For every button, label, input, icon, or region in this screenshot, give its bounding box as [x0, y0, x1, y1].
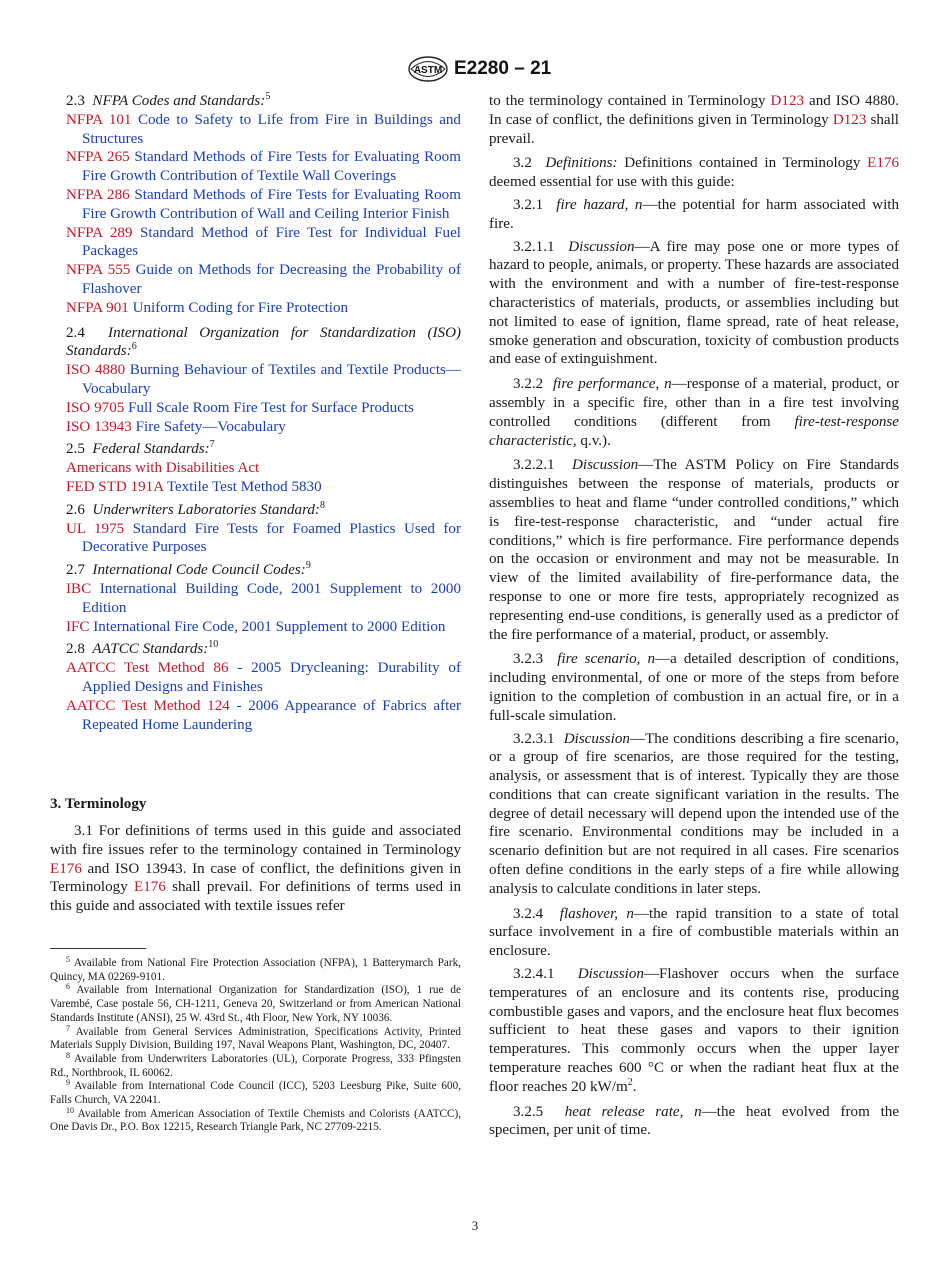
ref-item[interactable]: IBC International Building Code, 2001 Supplement to 2000 Edition: [66, 580, 461, 616]
discussion-3-2-1-1: 3.2.1.1 Discussion—A fire may pose one or more types of hazard to people, animals, or property. These hazards are associated with the environment and with a number of fire-test-response characteristics of materials, products, or assemblies including but not limited to ease of ignition, flame spread, rate of heat release, smoke generation and obscuration, toxicity of combustion products and ease of extinguishment.: [489, 238, 899, 368]
section-3-heading: 3. Terminology: [50, 796, 147, 812]
discussion-3-2-2-1: 3.2.2.1 Discussion—The ASTM Policy on Fire Standards distinguishes between the response of materials, products or assemblies to heat and flame “under controlled conditions,” which is fire-test-response characteristic, and “under actual fire conditions,” which is fire performance. Fire performance depends on the occasion or environment and may not be measurable. In view of the limited availability of fire-performance data, the response to one or more fire tests, appropriately recognized as representing end-use conditions, is generally used as a predictor of the fire performance of a material, product, or assembly.: [489, 457, 900, 643]
definition-flashover: 3.2.4 flashover, n—the rapid transition to a state of total surface involvement in a fire of combustible materials within an enclosure.: [489, 905, 900, 960]
discussion-3-2-3-1: 3.2.3.1 Discussion—The conditions describing a fire scenario, or a group of fire scenarios, are those required for the testing, analysis, or assessment that is of interest. Typically they are those conditions that can create significant variation in the results. The degree of detail necessary will depend upon the intended use of the fire scenario. Environmental conditions may be included in a scenario definition but are not required in all cases. Fire scenarios often define conditions in the early steps of a fire while allowing analysis to calculate conditions in later steps.: [489, 730, 899, 897]
ref-item[interactable]: UL 1975 Standard Fire Tests for Foamed Plastics Used for Decorative Purposes: [66, 520, 461, 556]
ref-item[interactable]: NFPA 286 Standard Methods of Fire Tests for Evaluating Room Fire Growth Contribution of Wall and Ceiling Interior Finish: [66, 186, 461, 222]
ref-link-d123[interactable]: D123: [770, 93, 805, 109]
left-column: [66, 92, 461, 734]
terminology-intro: [50, 822, 461, 916]
section-2-7-heading: 2.7 International Code Council Codes:$^9$: [66, 560, 311, 579]
iso-list: [66, 361, 461, 436]
footnote-rule: [50, 948, 146, 949]
ref-item[interactable]: NFPA 555 Guide on Methods for Decreasing the Probability of Flashover: [66, 262, 461, 297]
definition-fire-hazard: 3.2.1 fire hazard, n—the potential for harm associated with fire.: [489, 196, 900, 232]
discussion-3-2-4-1: 3.2.4.1 Discussion—Flashover occurs when the surface temperatures of an enclosure and its contents rise, producing combustible gases and vapors, and the enclosure heat flux becomes sufficient to heat these gases and vapors to their ignition temperatures. This commonly occurs when the upper layer temperature reaches 600 °C or when the radiant heat flux at the floor reaches 20 $kW/m^2$.: [489, 966, 899, 1095]
section-3-2: 3.2 Definitions: Definitions contained in Terminology E176 deemed essential for use with this guide:: [489, 155, 899, 191]
section-2-6-heading: 2.6 Underwriters Laboratories Standard:$^8$: [66, 499, 325, 518]
ref-item[interactable]: AATCC Test Method 124 - 2006 Appearance of Fabrics after Repeated Home Laundering: [66, 697, 461, 733]
definition-fire-scenario: 3.2.3 fire scenario, n—a detailed description of conditions, including environmental, of one or more of the steps from before ignition to the completion of combustion in an actual fire, or in a full-scale simulation.: [489, 651, 899, 724]
icc-list: [66, 580, 461, 636]
footnote: $^8$ Available from Underwriters Laboratories (UL), Corporate Progress, 333 Pfingsten Rd., Northbrook, IL 60062.: [50, 1050, 461, 1079]
ref-item[interactable]: Americans with Disabilities Act: [66, 460, 260, 477]
definition-fire-performance: 3.2.2 fire performance, n—response of a material, product, or assembly in a specific fire, other than in a fire test involving controlled conditions (different from fire-test-response characteristic, q.v.).: [489, 376, 899, 449]
ref-item[interactable]: FED STD 191A Textile Test Method 5830: [66, 478, 322, 495]
section-2-8-heading: 2.8 AATCC Standards:$^{10}$: [66, 639, 219, 658]
ref-item[interactable]: NFPA 901 Uniform Coding for Fire Protection: [66, 299, 349, 316]
footnotes: [50, 948, 461, 1135]
astm-logo: [408, 56, 448, 82]
ref-item[interactable]: IFC International Fire Code, 2001 Supplement to 2000 Edition: [66, 618, 446, 635]
footnote: $^{10}$ Available from American Association of Textile Chemists and Colorists (AATCC), One Davis Dr., P.O. Box 12215, Research Triangle Park, NC 27709-2215.: [50, 1105, 461, 1134]
footnote: $^5$ Available from National Fire Protection Association (NFPA), 1 Batterymarch Park, Quincy, MA 02269-9101.: [50, 955, 461, 983]
footnote: $^9$ Available from International Code Council (ICC), 5203 Leesburg Pike, Suite 600, Falls Church, VA 22041.: [50, 1078, 462, 1107]
definition-heat-release-rate: 3.2.5 heat release rate, n—the heat evolved from the specimen, per unit of time.: [489, 1103, 900, 1139]
svg-text:ASTM: ASTM: [413, 65, 443, 76]
ref-item[interactable]: NFPA 265 Standard Methods of Fire Tests for Evaluating Room Fire Growth Contribution of Textile Wall Coverings: [66, 149, 461, 185]
section-2-3-heading: 2.3 NFPA Codes and Standards:$^5$: [66, 91, 271, 109]
footnote: $^7$ Available from General Services Administration, Specifications Activity, Printed Materials Supply Division, Building 197, Naval Weapons Plant, Washington, DC, 20407.: [50, 1023, 461, 1052]
aatcc-list: [66, 659, 461, 734]
ref-item[interactable]: ISO 4880 Burning Behaviour of Textiles and Textile Products—Vocabulary: [66, 362, 461, 397]
section-3-1-continued: to the terminology contained in Terminology D123 and ISO 4880. In case of conflict, the definitions given in Terminology D123 shall prevail.: [489, 93, 900, 147]
ref-item[interactable]: AATCC Test Method 86 - 2005 Drycleaning: Durability of Applied Designs and Finishes: [66, 660, 461, 695]
ref-item[interactable]: NFPA 101 Code to Safety to Life from Fire in Buildings and Structures: [66, 111, 461, 147]
ref-item[interactable]: ISO 9705 Full Scale Room Fire Test for Surface Products: [66, 399, 414, 416]
ref-link-e176[interactable]: E176: [867, 155, 899, 172]
page-number: 3: [471, 1218, 479, 1233]
right-column: [489, 92, 899, 1140]
section-2-5-heading: 2.5 Federal Standards:$^7$: [66, 439, 215, 458]
document-id: E2280 – 21: [454, 58, 552, 79]
ref-link-d123[interactable]: D123: [832, 111, 867, 128]
ref-link-e176[interactable]: E176: [50, 860, 82, 877]
section-2-4-heading: 2.4 International Organization for Standardization (ISO) Standards:$^6$: [66, 324, 461, 360]
ref-link-e176[interactable]: E176: [134, 879, 166, 896]
footnote: $^6$ Available from International Organization for Standardization (ISO), 1 rue de Varembé, Case postale 56, CH-1211, Geneva 20, Switzerland or from American National Standards Institute (ANSI), 25 W. 43rd St., 4th Floor, New York, NY 10036.: [50, 982, 461, 1024]
ref-item[interactable]: ISO 13943 Fire Safety—Vocabulary: [66, 418, 286, 435]
nfpa-list: [66, 111, 461, 318]
ref-item[interactable]: NFPA 289 Standard Method of Fire Test for Individual Fuel Packages: [66, 224, 461, 260]
section-3-1: 3.1 For definitions of terms used in this guide and associated with fire issues refer to the terminology contained in Terminology E176 and ISO 13943. In case of conflict, the definitions given in Terminology E176 shall prevail. For definitions of terms used in this guide and associated with textile issues refer: [50, 823, 462, 915]
ul-list: [66, 520, 461, 558]
federal-list: [66, 459, 461, 497]
page-header: [0, 56, 950, 86]
